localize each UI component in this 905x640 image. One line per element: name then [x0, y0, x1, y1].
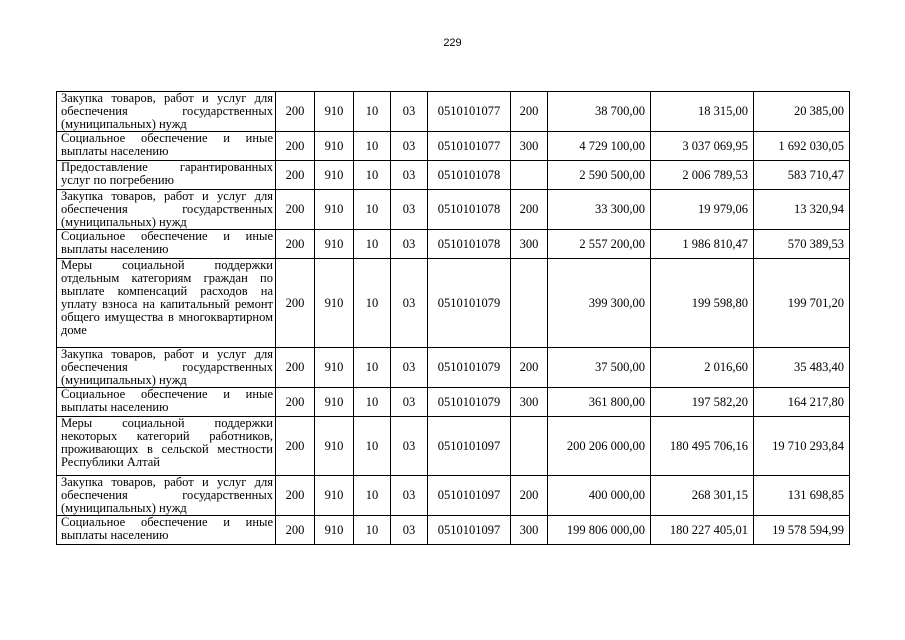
executed-amount-cell: 199 598,80: [651, 259, 754, 348]
expense-type-cell: [511, 417, 548, 476]
code-cell: 200: [276, 132, 315, 161]
department-code-cell: 910: [315, 516, 354, 545]
executed-amount-cell: 19 979,06: [651, 190, 754, 230]
table-row: [57, 516, 850, 545]
planned-amount-cell: 33 300,00: [548, 190, 651, 230]
expense-type-cell: 200: [511, 190, 548, 230]
planned-amount-cell: 361 800,00: [548, 388, 651, 417]
subsection-code-cell: 03: [391, 92, 428, 132]
department-code-cell: 910: [315, 161, 354, 190]
expense-name-cell: Социальное обеспечение и иные выплаты населению: [57, 388, 276, 417]
subsection-code-cell: 03: [391, 388, 428, 417]
remaining-amount-cell: 20 385,00: [754, 92, 850, 132]
planned-amount-cell: 37 500,00: [548, 348, 651, 388]
expense-type-cell: 300: [511, 516, 548, 545]
planned-amount-cell: 38 700,00: [548, 92, 651, 132]
expense-type-cell: 200: [511, 348, 548, 388]
department-code-cell: 910: [315, 417, 354, 476]
code-cell: 200: [276, 417, 315, 476]
expense-type-cell: 300: [511, 132, 548, 161]
remaining-amount-cell: 1 692 030,05: [754, 132, 850, 161]
executed-amount-cell: 2 016,60: [651, 348, 754, 388]
remaining-amount-cell: 199 701,20: [754, 259, 850, 348]
executed-amount-cell: 2 006 789,53: [651, 161, 754, 190]
expense-name-cell: Социальное обеспечение и иные выплаты населению: [57, 230, 276, 259]
section-code-cell: 10: [354, 259, 391, 348]
code-cell: 200: [276, 476, 315, 516]
subsection-code-cell: 03: [391, 132, 428, 161]
table-row: [57, 259, 850, 348]
page-number: 229: [443, 37, 462, 49]
executed-amount-cell: 3 037 069,95: [651, 132, 754, 161]
remaining-amount-cell: 35 483,40: [754, 348, 850, 388]
table-row: [57, 132, 850, 161]
target-article-cell: 0510101097: [428, 476, 511, 516]
code-cell: 200: [276, 388, 315, 417]
planned-amount-cell: 2 590 500,00: [548, 161, 651, 190]
planned-amount-cell: 200 206 000,00: [548, 417, 651, 476]
department-code-cell: 910: [315, 190, 354, 230]
table-row: [57, 230, 850, 259]
code-cell: 200: [276, 259, 315, 348]
section-code-cell: 10: [354, 132, 391, 161]
executed-amount-cell: 268 301,15: [651, 476, 754, 516]
expense-type-cell: 200: [511, 476, 548, 516]
subsection-code-cell: 03: [391, 417, 428, 476]
executed-amount-cell: 1 986 810,47: [651, 230, 754, 259]
remaining-amount-cell: 131 698,85: [754, 476, 850, 516]
remaining-amount-cell: 19 578 594,99: [754, 516, 850, 545]
executed-amount-cell: 180 227 405,01: [651, 516, 754, 545]
department-code-cell: 910: [315, 259, 354, 348]
expense-type-cell: 200: [511, 92, 548, 132]
target-article-cell: 0510101079: [428, 259, 511, 348]
expense-name-cell: Меры социальной поддержки отдельным категориям граждан по выплате компенсаций расходов на уплату взноса на капитальный ремонт общего имущества в многоквартирном доме: [57, 259, 276, 348]
department-code-cell: 910: [315, 132, 354, 161]
department-code-cell: 910: [315, 230, 354, 259]
target-article-cell: 0510101097: [428, 516, 511, 545]
code-cell: 200: [276, 348, 315, 388]
target-article-cell: 0510101079: [428, 348, 511, 388]
remaining-amount-cell: 19 710 293,84: [754, 417, 850, 476]
target-article-cell: 0510101078: [428, 190, 511, 230]
section-code-cell: 10: [354, 348, 391, 388]
target-article-cell: 0510101077: [428, 92, 511, 132]
table-row: [57, 476, 850, 516]
expense-type-cell: [511, 161, 548, 190]
subsection-code-cell: 03: [391, 348, 428, 388]
remaining-amount-cell: 583 710,47: [754, 161, 850, 190]
section-code-cell: 10: [354, 476, 391, 516]
subsection-code-cell: 03: [391, 230, 428, 259]
section-code-cell: 10: [354, 417, 391, 476]
executed-amount-cell: 18 315,00: [651, 92, 754, 132]
expense-name-cell: Меры социальной поддержки некоторых категорий работников, проживающих в сельской местности Республики Алтай: [57, 417, 276, 476]
table-row: [57, 190, 850, 230]
table-row: [57, 348, 850, 388]
target-article-cell: 0510101078: [428, 230, 511, 259]
table-row: [57, 161, 850, 190]
section-code-cell: 10: [354, 516, 391, 545]
planned-amount-cell: 400 000,00: [548, 476, 651, 516]
code-cell: 200: [276, 230, 315, 259]
expense-type-cell: 300: [511, 230, 548, 259]
executed-amount-cell: 197 582,20: [651, 388, 754, 417]
expense-name-cell: Социальное обеспечение и иные выплаты населению: [57, 132, 276, 161]
target-article-cell: 0510101078: [428, 161, 511, 190]
executed-amount-cell: 180 495 706,16: [651, 417, 754, 476]
table-row: [57, 417, 850, 476]
table-row: [57, 92, 850, 132]
remaining-amount-cell: 164 217,80: [754, 388, 850, 417]
expense-name-cell: Предоставление гарантированных услуг по погребению: [57, 161, 276, 190]
code-cell: 200: [276, 161, 315, 190]
section-code-cell: 10: [354, 92, 391, 132]
planned-amount-cell: 199 806 000,00: [548, 516, 651, 545]
budget-table-body: [57, 92, 850, 545]
remaining-amount-cell: 13 320,94: [754, 190, 850, 230]
expense-type-cell: 300: [511, 388, 548, 417]
code-cell: 200: [276, 190, 315, 230]
expense-name-cell: Закупка товаров, работ и услуг для обеспечения государственных (муниципальных) нужд: [57, 476, 276, 516]
code-cell: 200: [276, 516, 315, 545]
subsection-code-cell: 03: [391, 476, 428, 516]
planned-amount-cell: 399 300,00: [548, 259, 651, 348]
section-code-cell: 10: [354, 190, 391, 230]
target-article-cell: 0510101079: [428, 388, 511, 417]
department-code-cell: 910: [315, 388, 354, 417]
section-code-cell: 10: [354, 388, 391, 417]
expense-name-cell: Закупка товаров, работ и услуг для обеспечения государственных (муниципальных) нужд: [57, 190, 276, 230]
expense-name-cell: Закупка товаров, работ и услуг для обеспечения государственных (муниципальных) нужд: [57, 92, 276, 132]
section-code-cell: 10: [354, 161, 391, 190]
expense-type-cell: [511, 259, 548, 348]
subsection-code-cell: 03: [391, 259, 428, 348]
subsection-code-cell: 03: [391, 161, 428, 190]
planned-amount-cell: 4 729 100,00: [548, 132, 651, 161]
department-code-cell: 910: [315, 476, 354, 516]
subsection-code-cell: 03: [391, 516, 428, 545]
subsection-code-cell: 03: [391, 190, 428, 230]
expense-name-cell: Закупка товаров, работ и услуг для обеспечения государственных (муниципальных) нужд: [57, 348, 276, 388]
department-code-cell: 910: [315, 92, 354, 132]
target-article-cell: 0510101097: [428, 417, 511, 476]
section-code-cell: 10: [354, 230, 391, 259]
department-code-cell: 910: [315, 348, 354, 388]
table-row: [57, 388, 850, 417]
target-article-cell: 0510101077: [428, 132, 511, 161]
remaining-amount-cell: 570 389,53: [754, 230, 850, 259]
code-cell: 200: [276, 92, 315, 132]
expense-name-cell: Социальное обеспечение и иные выплаты населению: [57, 516, 276, 545]
planned-amount-cell: 2 557 200,00: [548, 230, 651, 259]
budget-table: [56, 91, 850, 545]
